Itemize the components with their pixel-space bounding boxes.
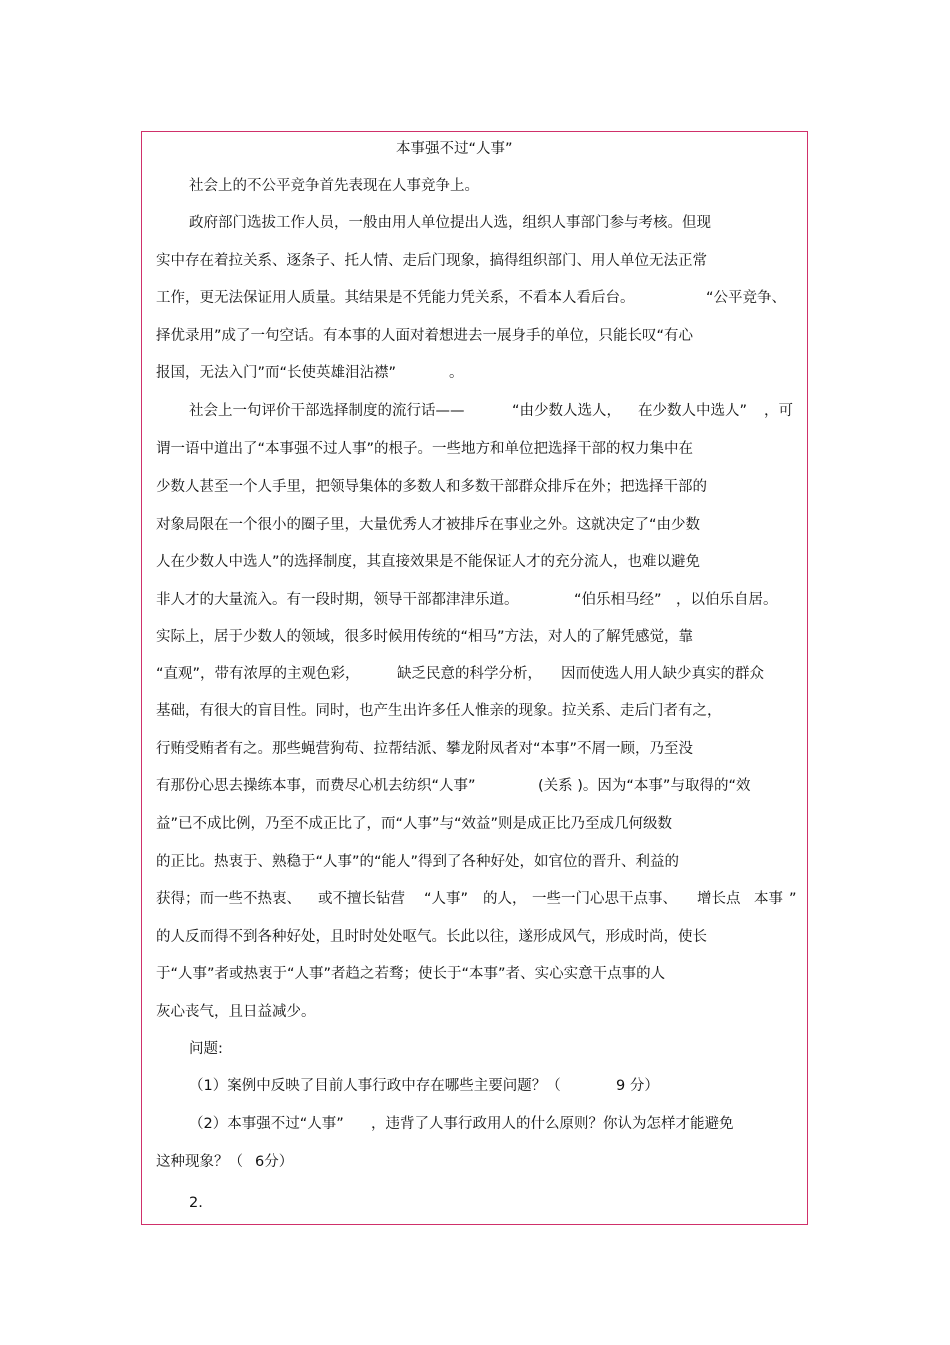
paragraph-line: ” [789, 891, 797, 907]
question-line: （1）案例中反映了目前人事行政中存在哪些主要问题？（ [189, 1078, 561, 1094]
paragraph-line: 工作，更无法保证用人质量。其结果是不凭能力凭关系，不看本人看后台。 [156, 290, 635, 306]
paragraph-line: “由少数人选人， [512, 403, 622, 419]
question-line: 这种现象？（ [156, 1154, 243, 1170]
paragraph-line: “直观”，带有浓厚的主观色彩， [156, 666, 360, 682]
paragraph-line: 非人才的大量流入。有一段时期，领导干部都津津乐道。 [156, 592, 519, 608]
paragraph-line: 益”已不成比例，乃至不成正比了，而“人事”与“效益”则是成正比乃至成几何级数 [156, 816, 673, 832]
paragraph-line: 社会上一句评价干部选择制度的流行话—— [189, 403, 465, 419]
paragraph-line: 政府部门选拔工作人员，一般由用人单位提出人选，组织人事部门参与考核。但现 [189, 215, 711, 231]
paragraph-line: 报国，无法入门”而“长使英雄泪沾襟” [156, 365, 397, 381]
paragraph-line: 有那份心思去操练本事，而费尽心机去纺织“人事” [156, 778, 476, 794]
paragraph-line: 增长点 [697, 891, 741, 907]
paragraph-line: (关系 )。因为“本事”与取得的“效 [538, 778, 751, 794]
paragraph-line: 实中存在着拉关系、逐条子、托人情、走后门现象，搞得组织部门、用人单位无法正常 [156, 253, 707, 269]
paragraph-line: 本事 [754, 891, 783, 907]
paragraph-line: 谓一语中道出了“本事强不过人事”的根子。一些地方和单位把选择干部的权力集中在 [156, 441, 694, 457]
paragraph-line: 一些一门心思干点事、 [532, 891, 677, 907]
paragraph-line: 或不擅长钻营 [318, 891, 405, 907]
paragraph-line: 的正比。热衷于、熟稳于“人事”的“能人”得到了各种好处，如官位的晋升、利益的 [156, 854, 680, 870]
paragraph-line: 社会上的不公平竞争首先表现在人事竞争上。 [189, 178, 479, 194]
paragraph-line: 灰心丧气，且日益减少。 [156, 1004, 316, 1020]
paragraph-line: 获得；而一些不热衷、 [156, 891, 301, 907]
paragraph-line: 少数人甚至一个人手里，把领导集体的多数人和多数干部群众排斥在外；把选择干部的 [156, 479, 707, 495]
paragraph-line: ，可 [764, 403, 793, 419]
paragraph-line: “公平竞争、 [706, 290, 787, 306]
section-number: 2. [189, 1195, 203, 1211]
paragraph-line: 对象局限在一个很小的圈子里，大量优秀人才被排斥在事业之外。这就决定了“由少数 [156, 517, 701, 533]
paragraph-line: “人事” [424, 891, 469, 907]
paragraph-line: ，以伯乐自居。 [676, 592, 778, 608]
question-line: （2）本事强不过“人事” [189, 1116, 344, 1132]
paragraph-line: 人在少数人中选人”的选择制度，其直接效果是不能保证人才的充分流人，也难以避免 [156, 554, 701, 570]
paragraph-line: 的人， [483, 891, 527, 907]
paragraph-line: 于“人事”者或热衷于“人事”者趋之若骛；使长于“本事”者、实心实意干点事的人 [156, 966, 666, 982]
paragraph-line: 在少数人中选人” [638, 403, 748, 419]
paragraph-line: 择优录用”成了一句空话。有本事的人面对着想进去一展身手的单位，只能长叹“有心 [156, 328, 694, 344]
paragraph-line: 的人反而得不到各种好处，且时时处处呕气。长此以往，遂形成风气，形成时尚，使长 [156, 929, 707, 945]
paragraph-line: 缺乏民意的科学分析， [397, 666, 542, 682]
question-line: 9 分） [616, 1078, 659, 1094]
questions-heading: 问题: [189, 1041, 223, 1057]
paragraph-line: 因而使选人用人缺少真实的群众 [561, 666, 764, 682]
question-line: 6分） [255, 1154, 294, 1170]
question-line: ，违背了人事行政用人的什么原则？你认为怎样才能避免 [371, 1116, 734, 1132]
paragraph-line: 实际上，居于少数人的领域，很多时候用传统的“相马”方法，对人的了解凭感觉，靠 [156, 629, 694, 645]
document-title: 本事强不过“人事” [396, 141, 513, 157]
paragraph-line: 行贿受贿者有之。那些蝇营狗苟、拉帮结派、攀龙附凤者对“本事”不屑一顾，乃至没 [156, 741, 694, 757]
paragraph-line: 。 [449, 365, 464, 381]
paragraph-line: 基础，有很大的盲目性。同时，也产生出许多任人惟亲的现象。拉关系、走后门者有之， [156, 703, 722, 719]
paragraph-line: “伯乐相马经” [574, 592, 662, 608]
